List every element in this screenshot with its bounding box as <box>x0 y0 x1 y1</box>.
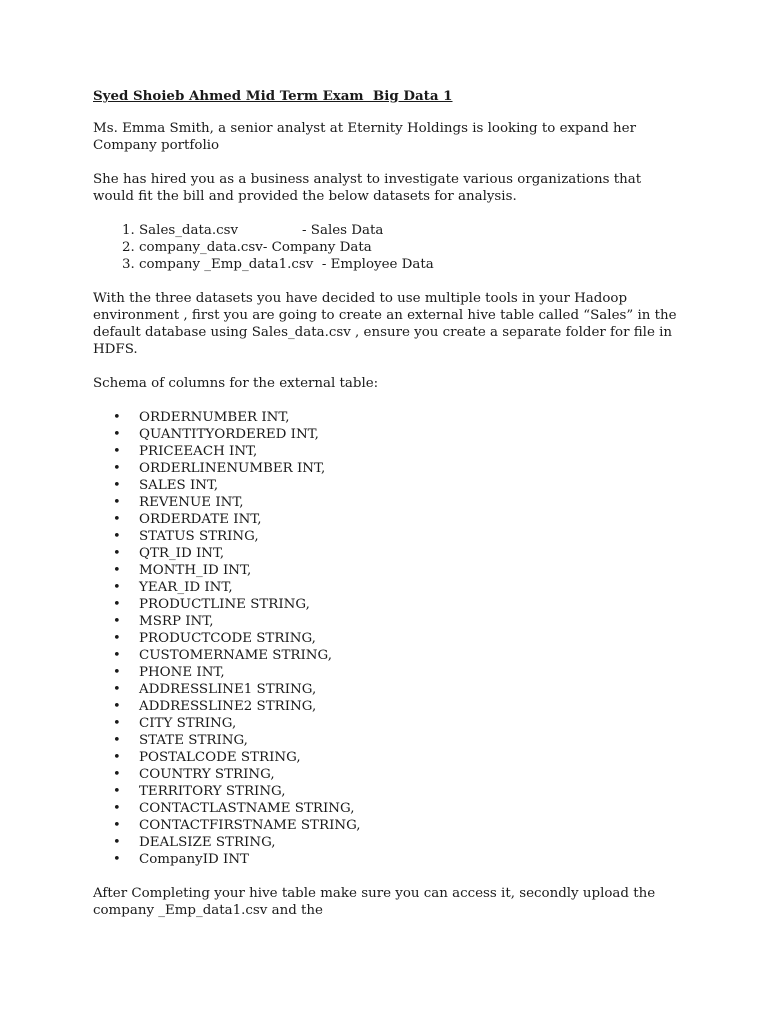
datasets-list <box>93 222 683 273</box>
dataset-file: company_data.csv <box>139 240 263 255</box>
intro-paragraph: Ms. Emma Smith, a senior analyst at Eternity Holdings is looking to expand her Company portfolio <box>93 121 637 153</box>
schema-column-item: • TERRITORY STRING, <box>139 783 683 800</box>
dataset-desc: - Employee Data <box>313 257 434 272</box>
schema-column-item: • PRODUCTLINE STRING, <box>139 596 683 613</box>
hired-paragraph: She has hired you as a business analyst to investigate various organizations that would fit the bill and provided the below datasets for analysis. <box>93 172 642 204</box>
schema-column-item: • COUNTRY STRING, <box>139 766 683 783</box>
schema-column-item: • STATE STRING, <box>139 732 683 749</box>
schema-column-item: • PHONE INT, <box>139 664 683 681</box>
schema-column-item: • ADDRESSLINE1 STRING, <box>139 681 683 698</box>
dataset-file: company _Emp_data1.csv <box>139 257 314 272</box>
schema-column-item: • POSTALCODE STRING, <box>139 749 683 766</box>
schema-column-item: • PRICEEACH INT, <box>139 443 683 460</box>
schema-column-item: • ADDRESSLINE2 STRING, <box>139 698 683 715</box>
dataset-desc: - Company Data <box>262 240 372 255</box>
schema-column-item: • CITY STRING, <box>139 715 683 732</box>
schema-column-item: • MSRP INT, <box>139 613 683 630</box>
schema-column-item: • ORDERDATE INT, <box>139 511 683 528</box>
dataset-file: Sales_data.csv <box>139 223 239 238</box>
document-title: Syed Shoieb Ahmed Mid Term Exam Big Data 1 <box>93 88 453 104</box>
dataset-item <box>139 222 683 239</box>
dataset-desc: - Sales Data <box>302 223 384 238</box>
schema-column-item: • SALES INT, <box>139 477 683 494</box>
schema-column-item: • CONTACTFIRSTNAME STRING, <box>139 817 683 834</box>
schema-column-item: • REVENUE INT, <box>139 494 683 511</box>
document-body <box>93 88 683 936</box>
dataset-item <box>139 256 683 273</box>
schema-column-item: • MONTH_ID INT, <box>139 562 683 579</box>
schema-column-item: • PRODUCTCODE STRING, <box>139 630 683 647</box>
schema-column-item: • CUSTOMERNAME STRING, <box>139 647 683 664</box>
schema-column-item: • STATUS STRING, <box>139 528 683 545</box>
schema-column-item: • QUANTITYORDERED INT, <box>139 426 683 443</box>
schema-column-item: • QTR_ID INT, <box>139 545 683 562</box>
task-paragraph: With the three datasets you have decided to use multiple tools in your Hadoop environment , first you are going to create an external hive table called “Sales” in the default database using Sales_data.csv , ensure you create a separate folder for file in HDFS. <box>93 291 677 357</box>
dataset-item <box>139 239 683 256</box>
schema-column-item: • ORDERNUMBER INT, <box>139 409 683 426</box>
schema-column-item: • CONTACTLASTNAME STRING, <box>139 800 683 817</box>
schema-heading: Schema of columns for the external table: <box>93 376 379 391</box>
schema-column-item: • ORDERLINENUMBER INT, <box>139 460 683 477</box>
schema-column-item: • CompanyID INT <box>139 851 683 868</box>
closing-paragraph: After Completing your hive table make sure you can access it, secondly upload the company _Emp_data1.csv and the <box>93 886 656 918</box>
schema-column-item: • YEAR_ID INT, <box>139 579 683 596</box>
schema-column-item: • DEALSIZE STRING, <box>139 834 683 851</box>
schema-list <box>93 409 683 868</box>
